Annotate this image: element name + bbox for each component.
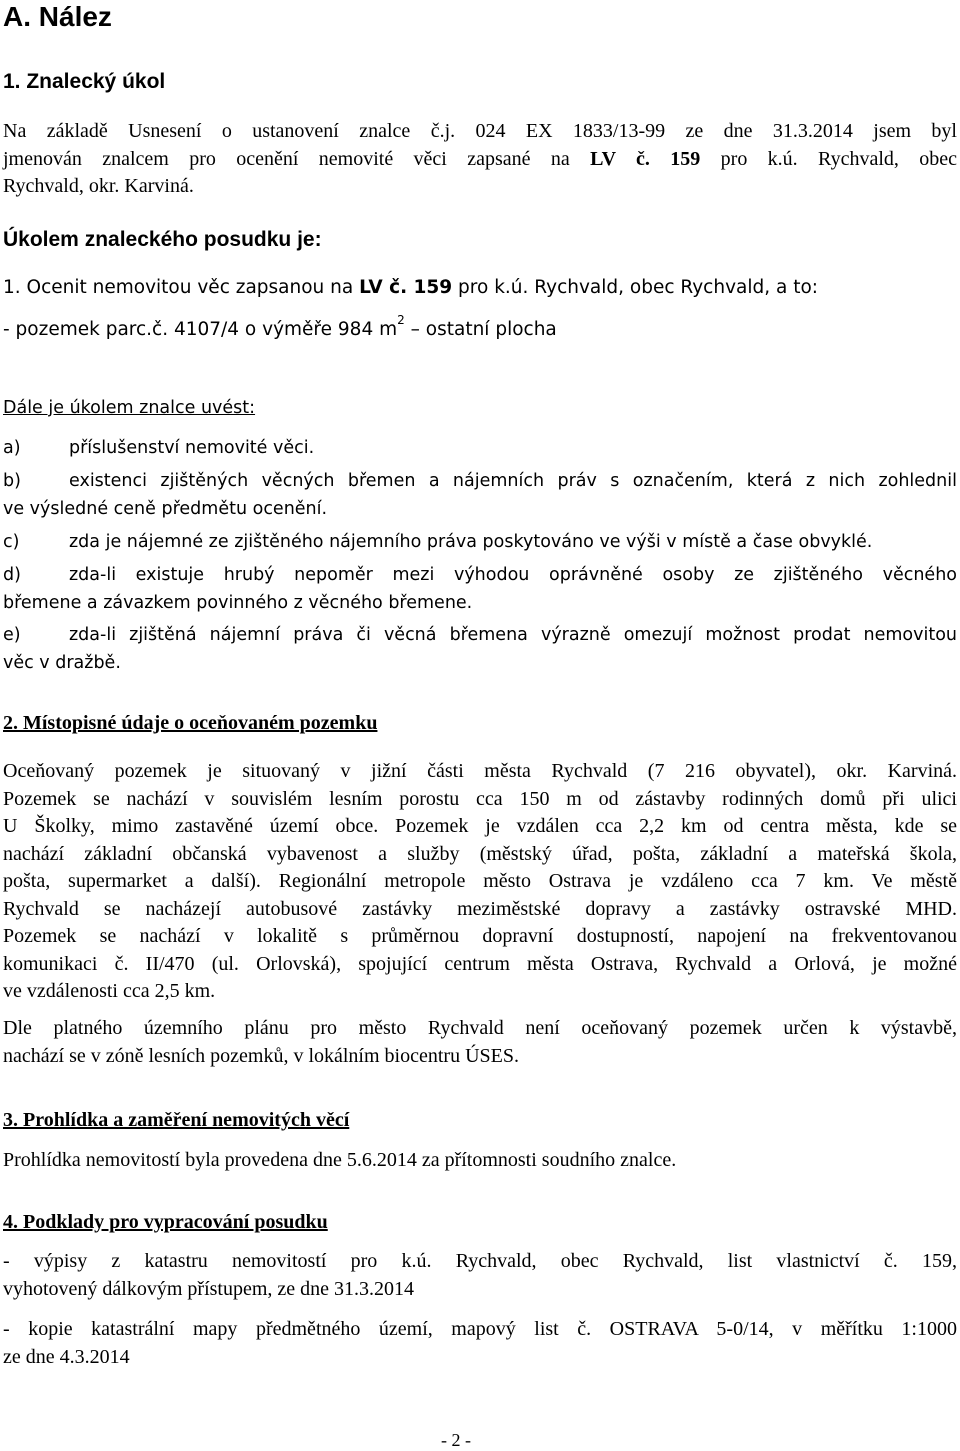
source-line: - kopie katastrální mapy předmětného území, mapový list č. OSTRAVA 5-0/14, v měřítku 1:1000: [3, 1318, 957, 1340]
paragraph-line: Rychvald se nacházejí autobusové zastávky meziměstské dopravy a zastávky ostravské MHD.: [3, 897, 957, 920]
task-lv-number: LV č. 159: [359, 277, 453, 298]
intro-line-2: jmenován znalcem pro ocenění nemovité věci zapsané na LV č. 159 pro k.ú. Rychvald, obec: [3, 147, 957, 170]
list-item-label: a): [3, 438, 21, 458]
paragraph-line: nachází se v zóně lesních pozemků, v lokálním biocentru ÚSES.: [3, 1044, 519, 1067]
task-heading: Úkolem znaleckého posudku je:: [3, 228, 322, 251]
list-item-d: d) zda-li existuje hrubý nepoměr mezi výhodou oprávněné osoby ze zjištěného věcného břemene a závazkem povinného z věcného břemene.: [3, 561, 957, 617]
paragraph-line: Oceňovaný pozemek je situovaný v jižní části města Rychvald (7 216 obyvatel), okr. Karviná.: [3, 760, 957, 782]
list-item-label: d): [3, 565, 21, 585]
further-tasks-heading: Dále je úkolem znalce uvést:: [3, 398, 256, 418]
page-number: - 2 -: [441, 1430, 471, 1450]
paragraph-line: komunikaci č. II/470 (ul. Orlovská), spojující centrum města Ostrava, Rychvald a Orlová, je možné: [3, 952, 957, 975]
source-line: - výpisy z katastru nemovitostí pro k.ú. Rychvald, obec Rychvald, list vlastnictví č. 159,: [3, 1250, 957, 1272]
paragraph-line: Pozemek se nachází v lokalitě s průměrnou dopravní dostupností, napojení na frekventovanou: [3, 925, 957, 947]
section-4-item-2: [3, 1316, 957, 1371]
section-3-text: Prohlídka nemovitostí byla provedena dne 5.6.2014 za přítomnosti soudního znalce.: [3, 1149, 677, 1171]
section-4-title: 4. Podklady pro vypracování posudku: [3, 1211, 328, 1233]
paragraph-line: ve vzdálenosti cca 2,5 km.: [3, 980, 216, 1002]
paragraph-line: Dle platného územního plánu pro město Rychvald není oceňovaný pozemek určen k výstavbě,: [3, 1017, 957, 1039]
paragraph-line: pošta, supermarket a další). Regionální metropole město Ostrava je vzdáleno cca 7 km. Ve městě: [3, 870, 957, 892]
list-item-b: b) existenci zjištěných věcných břemen a nájemních práv s označením, která z nich zohlednil ve výsledné ceně předmětu ocenění.: [3, 467, 957, 523]
list-item-a: a) příslušenství nemovité věci.: [3, 434, 957, 462]
page-heading: A. Nález: [3, 1, 112, 32]
paragraph-line: Pozemek se nachází v souvislém lesním porostu cca 150 m od zástavby rodinných domů při ulici: [3, 787, 957, 810]
list-item-label: b): [3, 471, 21, 491]
task-1: 1. Ocenit nemovitou věc zapsanou na LV č. 159 pro k.ú. Rychvald, obec Rychvald, a to:: [3, 277, 819, 298]
lv-number: LV č. 159: [590, 147, 701, 170]
source-line: vyhotovený dálkovým přístupem, ze dne 31.3.2014: [3, 1277, 415, 1300]
list-item-label: c): [3, 532, 20, 552]
paragraph-line: nachází základní občanská vybavenost a služby (městský úřad, pošta, základní a mateřská škola,: [3, 842, 957, 865]
section-1-title: 1. Znalecký úkol: [3, 70, 166, 93]
list-item-c: c) zda je nájemné ze zjištěného nájemního práva poskytováno ve výši v místě a čase obvyklé.: [3, 528, 957, 556]
section-3-title: 3. Prohlídka a zaměření nemovitých věcí: [3, 1109, 350, 1131]
section-1-intro: [3, 118, 957, 201]
list-item-e: e) zda-li zjištěná nájemní práva či věcná břemena výrazně omezují možnost prodat nemovitou věc v dražbě.: [3, 621, 957, 677]
paragraph-line: U Školky, mimo zastavěné území obce. Pozemek je vzdálen cca 2,2 km od centra města, kde se: [3, 815, 957, 837]
parcel-line: - pozemek parc.č. 4107/4 o výměře 984 $m^2$ – ostatní plocha: [3, 312, 557, 340]
intro-line-3: Rychvald, okr. Karviná.: [3, 175, 194, 197]
source-line: ze dne 4.3.2014: [3, 1345, 130, 1368]
intro-line-1: Na základě Usnesení o ustanovení znalce č.j. 024 EX 1833/13-99 ze dne 31.3.2014 jsem byl: [3, 120, 957, 142]
section-2-paragraph-1: [3, 758, 957, 1006]
section-4-item-1: [3, 1248, 957, 1303]
area-superscript: 2: [397, 312, 405, 327]
section-2-paragraph-2: [3, 1015, 957, 1070]
page-footer: [0, 1430, 960, 1451]
section-2-title: 2. Místopisné údaje o oceňovaném pozemku: [3, 712, 378, 734]
list-item-label: e): [3, 625, 21, 645]
